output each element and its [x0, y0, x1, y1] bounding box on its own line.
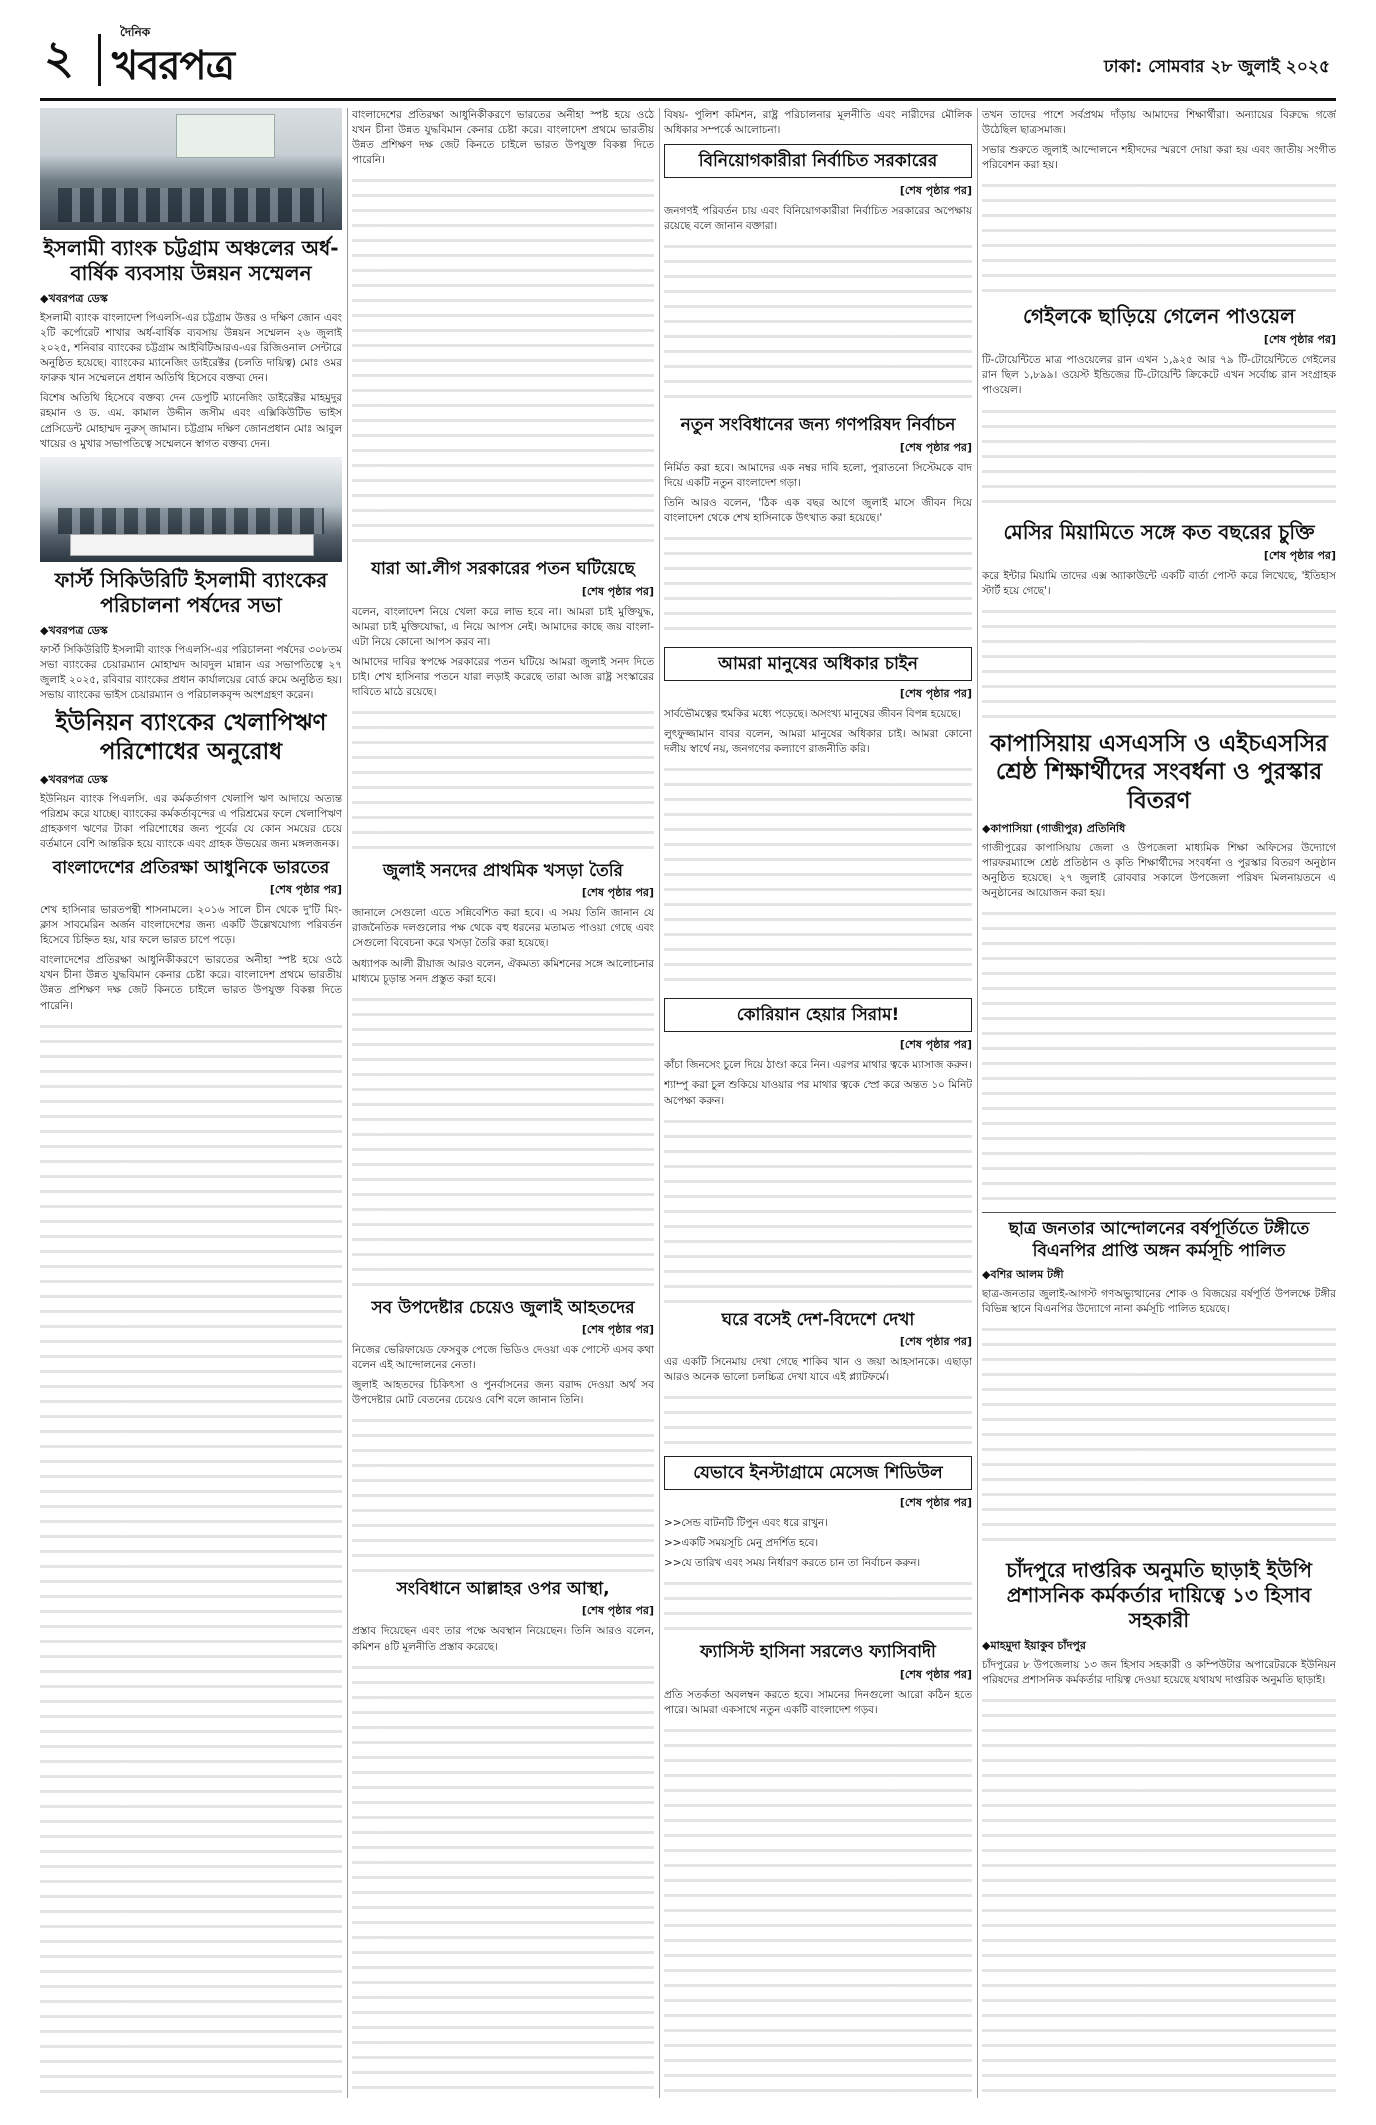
article-paragraph: ইউনিয়ন ব্যাংক পিএলসি. এর কর্মকর্তাগণ খেলাপি ঋণ আদায়ে অত্যন্ত পরিশ্রম করে যাচ্ছে। ব্যাংকের কর্মকর্তাবৃন্দের এ পরিশ্রমের ফলে খেলাপিঋণ গ্রাহকগণ ঋণের টাকা পরিশোধের জন্য পূর্বের যে কোন সময়ের চেয়ে বর্তমানে বেশি আন্তরিক হয়ে ব্যাংকে এবং গ্রাহক উভয়ের জন্য মঙ্গলজনক।	[40, 792, 342, 850]
continuation-note: [শেষ পৃষ্ঠার পর]	[899, 184, 972, 198]
continuation-note: [শেষ পৃষ্ঠার পর]	[269, 883, 342, 897]
byline: ◆ মাহমুদা ইয়াকুব চাঁদপুর	[982, 1637, 1336, 1656]
headline-box	[664, 144, 972, 178]
byline: ◆ কাপাসিয়া (গাজীপুর) প্রতিনিধি	[982, 820, 1336, 839]
headline: বাংলাদেশের প্রতিরক্ষা আধুনিকে ভারতের	[52, 857, 330, 878]
headline: ফার্স্ট সিকিউরিটি ইসলামী ব্যাংকের পরিচালনা পর্ষদের সভা	[54, 567, 328, 617]
column-4	[982, 108, 1336, 2098]
body-text-lines	[982, 1693, 1336, 2098]
body-text-lines	[352, 1660, 654, 2098]
continuation-note: [শেষ পৃষ্ঠার পর]	[1263, 333, 1336, 347]
column-1	[40, 108, 342, 2098]
body-text-lines	[982, 604, 1336, 724]
body-text-lines	[352, 992, 654, 1292]
article-paragraph: করে ইন্টার মিয়ামি তাদের এক্স অ্যাকাউন্টে একটি বার্তা পোস্ট করে লিখেছে, 'ইতিহাস স্টার্ট হয়ে গেছে'।	[982, 569, 1336, 597]
article-paragraph: সভার শুরুতে জুলাই আন্দোলনে শহীদদের স্মরণে দোয়া করা হয় এবং জাতীয় সংগীত পরিবেশন করা হয়।	[982, 144, 1336, 172]
article-paragraph: এর একটি সিনেমায় দেখা গেছে শাকিব খান ও জয়া আহসানকে। এছাড়া আরও অনেক ভালো চলচ্চিত্র দেখা যাবে এই প্ল্যাটফর্মে।	[664, 1355, 972, 1383]
body-text-lines	[352, 173, 654, 553]
article-paragraph: চাঁদপুরের ৮ উপজেলায় ১৩ জন হিসাব সহকারী ও কম্পিউটার অপারেটরকে ইউনিয়ন পরিষদের প্রশাসনিক কর্মকর্তার দায়িত্ব দেওয়া হয়েছে যথাযথ দাপ্তরিক অনুমতি ছাড়াই।	[982, 1658, 1336, 1686]
article-paragraph: বিষয়- পুলিশ কমিশন, রাষ্ট্র পরিচালনার মূলনীতি এবং নারীদের মৌলিক অধিকার সম্পর্কে আলোচনা।	[664, 109, 972, 137]
article-paragraph: প্রতি সতর্কতা অবলম্বন করতে হবে। সামনের দিনগুলো আরো কঠিন হতে পারে। আমরা একসাথে নতুন একটি বাংলাদেশ গড়ব।	[664, 1688, 972, 1716]
article-paragraph: ইসলামী ব্যাংক বাংলাদেশ পিএলসি-এর চট্টগ্রাম উত্তর ও দক্ষিণ জোন এবং ২টি কর্পোরেট শাখার অর্ধ-বার্ষিক ব্যবসায় উন্নয়ন সম্মেলন ২৬ জুলাই ২০২৫, শনিবার ব্যাংকের চট্টগ্রাম আইবিটিআরএ-এর রিজিওনাল সেন্টারে অনুষ্ঠিত হয়েছে। ব্যাংকের ম্যানেজিং ডাইরেক্টর (চলতি দায়িত্ব) মোঃ ওমর ফারুক খান সম্মেলনে প্রধান অতিথি হিসেবে বক্তব্য দেন।	[40, 312, 342, 385]
article-paragraph: >>যে তারিখ এবং সময় নির্ধারণ করতে চান তা নির্বাচন করুন।	[664, 1557, 921, 1570]
article-paragraph: জুলাই আহতদের চিকিৎসা ও পুনর্বাসনের জন্য বরাদ্দ দেওয়া অর্থ সব উপদেষ্টার মোট বেতনের চেয়েও বেশি বলে জানান তিনি।	[352, 1379, 654, 1407]
headline: সব উপদেষ্টার চেয়েও জুলাই আহতদের	[371, 1297, 635, 1318]
column-3	[664, 108, 972, 2098]
article-paragraph: শেখ হাসিনার ভারতপন্থী শাসনামলে। ২০১৬ সালে চীন থেকে দু'টি মিং-ক্লাস সাবমেরিন অর্জন বাংলাদেশের জন্য একটি উল্লেখযোগ্য পরিবর্তন হিসেবে চিহ্নিত হয়, যার ফলে ভারত চাপে পড়ে।	[40, 904, 342, 947]
continuation-note: [শেষ পৃষ্ঠার পর]	[581, 886, 654, 900]
body-text-lines	[664, 1114, 972, 1304]
body-text-lines	[352, 1413, 654, 1573]
article-paragraph: জনগণই পরিবর্তন চায় এবং বিনিয়োগকারীরা নির্বাচিত সরকারের অপেক্ষায় রয়েছে বলে জানান বক্তারা।	[664, 205, 972, 233]
body-text-lines	[664, 531, 972, 641]
section-divider	[982, 1212, 1336, 1213]
article-paragraph: অধ্যাপক আলী রীয়াজ আরও বলেন, ঐকমত্য কমিশনের সঙ্গে আলোচনার মাধ্যমে চূড়ান্ত সনদ প্রস্তুত করা হবে।	[352, 957, 654, 985]
article-paragraph: নিজের ভেরিফায়েড ফেসবুক পেজে ভিডিও দেওয়া এক পোস্টে এসব কথা বলেন এই আন্দোলনের নেতা।	[352, 1343, 654, 1371]
headline: নতুন সংবিধানের জন্য গণপরিষদ নির্বাচন	[680, 415, 956, 436]
dateline: ঢাকা: সোমবার ২৮ জুলাই ২০২৫	[1103, 57, 1330, 77]
column-rule	[659, 108, 660, 2098]
byline: ◆ বশির আলম টঙ্গী	[982, 1266, 1336, 1285]
article-paragraph: বাংলাদেশের প্রতিরক্ষা আধুনিকীকরণে ভারতের অনীহা স্পষ্ট হয়ে ওঠে যখন চীনা উন্নত যুদ্ধবিমান কেনার চেষ্টা করে। বাংলাদেশ প্রথমে ভারতীয় উন্নত প্রশিক্ষণ দক্ষ জেট কিনতে চাইলে ভারত উপযুক্ত বিকল্প দিতে পারেনি।	[352, 109, 654, 167]
article-paragraph: ফার্স্ট সিকিউরিটি ইসলামী ব্যাংক পিএলসি-এর পরিচালনা পর্ষদের ৩০৮তম সভা ব্যাংকের চেয়ারম্যান মোহাম্মদ আবদুল মান্নান এর সভাপতিত্বে ২৭ জুলাই ২০২৫, রবিবার ব্যাংকের প্রধান কার্যালয়ের বোর্ড রুমে অনুষ্ঠিত হয়। সভায় ব্যাংকের ভাইস চেয়ারম্যান ও পরিচালকবৃন্দ অংশগ্রহণ করেন।	[40, 643, 342, 701]
continuation-note: [শেষ পৃষ্ঠার পর]	[581, 1322, 654, 1336]
article-paragraph: সার্বভৌমত্বের হুমকির মধ্যে পড়েছে। অসংখ্য মানুষের জীবন বিপন্ন হয়েছে।	[664, 708, 961, 721]
logo-small-text: দৈনিক	[120, 25, 151, 39]
photo-attendees	[58, 508, 324, 534]
board-meeting-photo	[40, 457, 342, 562]
byline: ◆ খবরপত্র ডেস্ক	[40, 290, 342, 309]
headline: ফ্যাসিস্ট হাসিনা সরলেও ফ্যাসিবাদী	[700, 1642, 936, 1663]
continuation-note: [শেষ পৃষ্ঠার পর]	[581, 584, 654, 598]
body-text-lines	[664, 1390, 972, 1450]
article-paragraph: গাজীপুরের কাপাসিয়ায় জেলা ও উপজেলা মাধ্যমিক শিক্ষা অফিসের উদ্যোগে পারফরম্যান্সে শ্রেষ্ঠ প্রতিষ্ঠান ও কৃতি শিক্ষার্থীদের সংবর্ধনা ও পুরস্কার বিতরণ অনুষ্ঠান অনুষ্ঠিত হয়েছে। ২৭ জুলাই রোববার সকালে উপজেলা পরিষদ মিলনায়তনে এ অনুষ্ঠানের আয়োজন করা হয়।	[982, 841, 1336, 900]
article-paragraph: কাঁচা জিনসেং চুলে দিয়ে ঠাণ্ডা করে নিন। এরপর মাথার ত্বকে ম্যাসাজ করুন।	[664, 1059, 972, 1072]
column-rule	[347, 108, 348, 2098]
body-text-lines	[664, 1723, 972, 2098]
headline: ঘরে বসেই দেশ-বিদেশে দেখা	[721, 1309, 915, 1330]
continuation-note: [শেষ পৃষ্ঠার পর]	[1263, 548, 1336, 562]
headline: বিনিয়োগকারীরা নির্বাচিত সরকারের	[698, 151, 938, 172]
masthead-divider	[98, 34, 101, 86]
headline: ইসলামী ব্যাংক চট্টগ্রাম অঞ্চলের অর্ধ-বার্ষিক ব্যবসায় উন্নয়ন সম্মেলন	[43, 236, 339, 285]
headline: কাপাসিয়ায় এসএসসি ও এইচএসসির শ্রেষ্ঠ শিক্ষার্থীদের সংবর্ধনা ও পুরস্কার বিতরণ	[990, 730, 1328, 815]
article-paragraph: লুৎফুজ্জামান বাবর বলেন, আমরা মানুষের অধিকার চাই। আমরা কোনো দলীয় স্বার্থে নয়, জনগণের কল্যাণে রাজনীতি করি।	[664, 728, 972, 756]
page-number: ২	[44, 30, 74, 84]
headline: জুলাই সনদের প্রাথমিক খসড়া তৈরি	[383, 861, 623, 882]
body-text-lines	[982, 1322, 1336, 1552]
body-text-lines	[982, 178, 1336, 298]
continuation-note: [শেষ পৃষ্ঠার পর]	[581, 1604, 654, 1618]
column-2	[352, 108, 654, 2098]
article-paragraph: তখন তাদের পাশে সর্বপ্রথম দাঁড়ায় আমাদের শিক্ষার্থীরা। অন্যায়ের বিরুদ্ধে গর্জে উঠেছিল ছাত্রসমাজ।	[982, 109, 1336, 137]
headline: আমরা মানুষের অধিকার চাইন	[718, 653, 918, 674]
masthead	[40, 24, 1336, 101]
headline: যারা আ.লীগ সরকারের পতন ঘটিয়েছে	[371, 559, 635, 580]
body-text-lines	[352, 705, 654, 855]
headline: গেইলকে ছাড়িয়ে গেলেন পাওয়েল	[1022, 304, 1296, 329]
byline: ◆ খবরপত্র ডেস্ক	[40, 771, 342, 790]
body-text-lines	[40, 1019, 342, 2098]
article-paragraph: তিনি আরও বলেন, 'ঠিক এক বছর আগে জুলাই মাসে জীবন দিয়ে বাংলাদেশ থেকে শেখ হাসিনাকে উৎখাত করা হয়েছে।'	[664, 496, 972, 524]
article-paragraph: বলেন, বাংলাদেশ নিয়ে খেলা করে লাভ হবে না। আমরা চাই মুক্তিযুদ্ধ, আমরা চাই মুক্তিযোদ্ধা, এ নিয়ে আপস নেই। আমাদের কাছে জয় বাংলা- এটা নিয়ে কোনো আপস করব না।	[352, 605, 654, 648]
continuation-note: [শেষ পৃষ্ঠার পর]	[899, 1496, 972, 1510]
logo-name: খবরপত্র	[112, 42, 235, 89]
headline-box	[664, 1456, 972, 1490]
continuation-note: [শেষ পৃষ্ঠার পর]	[899, 1334, 972, 1348]
body-text-lines	[664, 1576, 972, 1636]
body-text-lines	[982, 906, 1336, 1206]
article-paragraph: বিশেষ অতিথি হিসেবে বক্তব্য দেন ডেপুটি ম্যানেজিং ডাইরেক্টর মাহমুদুর রহমান ও ড. এম. কামাল উদ্দীন জসীম এবং এক্সিকিউটিভ ভাইস প্রেসিডেন্ট মোহাম্মদ নুরুস্ জামান। চট্টগ্রাম দক্ষিণ জোনপ্রধান মোঃ আবুল খায়ের ও মুখার সভাপতিত্বে সম্মেলনে স্বাগত বক্তব্য দেন।	[40, 392, 342, 450]
headline: যেভাবে ইনস্টাগ্রামে মেসেজ শিডিউল	[693, 1463, 943, 1484]
article-paragraph: ছাত্র-জনতার জুলাই-আগস্ট গণঅভ্যুত্থানের শোক ও বিজয়ের বর্ষপূর্তি উপলক্ষে টঙ্গীর বিভিন্ন স্থানে বিএনপির উদ্যোগে নানা কর্মসূচি পালিত হয়েছে।	[982, 1287, 1336, 1315]
body-text-lines	[664, 239, 972, 409]
body-text-lines	[664, 762, 972, 992]
article-paragraph: আমাদের দাবির স্বপক্ষে সরকারের পতন ঘটিয়ে আমরা জুলাই সনদ দিতে চাই। শেখ হাসিনার পতনে যারা লড়াই করেছে তারা আজ রাষ্ট্র সংস্কারের দাবিতে মাঠে রয়েছে।	[352, 655, 654, 698]
article-paragraph: নির্মিত করা হবে। আমাদের এক নম্বর দাবি হলো, পুরাতনো সিস্টেমকে বাদ দিয়ে একটি নতুন বাংলাদেশ গড়া।	[664, 461, 972, 489]
article-paragraph: শ্যাম্পু করা চুল শুকিয়ে যাওয়ার পর মাথার ত্বকে স্প্রে করে অন্তত ১০ মিনিট অপেক্ষা করুন।	[664, 1079, 972, 1107]
headline: ইউনিয়ন ব্যাংকের খেলাপিঋণ পরিশোধের অনুরোধ	[55, 710, 327, 765]
newspaper-logo	[112, 24, 252, 88]
article-paragraph: প্রস্তাব দিয়েছেন এবং তার পক্ষে অবস্থান নিয়েছেন। তিনি আরও বলেন, কমিশন ৪টি মূলনীতি প্রস্তাব করেছে।	[352, 1625, 654, 1653]
article-paragraph: >>সেন্ড বাটনটি টিপুন এবং ধরে রাখুন।	[664, 1517, 828, 1530]
conference-photo	[40, 108, 342, 230]
photo-banner	[176, 114, 275, 158]
headline: মেসির মিয়ামিতে সঙ্গে কত বছরের চুক্তি	[1003, 519, 1315, 544]
headline: কোরিয়ান হেয়ার সিরাম!	[736, 1005, 900, 1026]
continuation-note: [শেষ পৃষ্ঠার পর]	[899, 687, 972, 701]
article-paragraph: জানালে সেগুলো এতে সন্নিবেশিত করা হবে। এ সময় তিনি জানান যে রাজনৈতিক দলগুলোর পক্ষ থেকে বহু ধরনের মতামত পাওয়া গেছে এবং সেগুলো বিবেচনা করে খসড়া তৈরি করা হয়েছে।	[352, 907, 654, 950]
headline-box	[664, 647, 972, 681]
photo-audience	[58, 188, 324, 222]
headline: ছাত্র জনতার আন্দোলনের বর্ষপূর্তিতে টঙ্গীতে বিএনপির প্রাপ্তি অঙ্গন কর্মসূচি পালিত	[1008, 1219, 1310, 1261]
headline: সংবিধানে আল্লাহর ওপর আস্থা,	[396, 1579, 610, 1600]
headline: চাঁদপুরে দাপ্তরিক অনুমতি ছাড়াই ইউপি প্রশাসনিক কর্মকর্তার দায়িত্বে ১৩ হিসাব সহকারী	[1006, 1557, 1312, 1632]
photo-table	[70, 534, 314, 556]
continuation-note: [শেষ পৃষ্ঠার পর]	[899, 1667, 972, 1681]
body-text-lines	[982, 404, 1336, 514]
continuation-note: [শেষ পৃষ্ঠার পর]	[899, 440, 972, 454]
column-rule	[977, 108, 978, 2098]
article-paragraph: বাংলাদেশের প্রতিরক্ষা আধুনিকীকরণে ভারতের অনীহা স্পষ্ট হয়ে ওঠে যখন চীনা উন্নত যুদ্ধবিমান কেনার চেষ্টা করে। বাংলাদেশ প্রথমে ভারতীয় উন্নত প্রশিক্ষণ দক্ষ জেট কিনতে চাইলে ভারত উপযুক্ত বিকল্প দিতে পারেনি।	[40, 954, 342, 1012]
article-paragraph: >>একটি সময়সূচি মেনু প্রদর্শিত হবে।	[664, 1537, 819, 1550]
headline-box	[664, 998, 972, 1032]
byline: ◆ খবরপত্র ডেস্ক	[40, 622, 342, 641]
article-paragraph: টি-টোয়েন্টিতে মাত্র পাওয়েলের রান এখন ১,৯২৫ আর ৭৯ টি-টোয়েন্টিতে গেইলের রান ছিল ১,৮৯৯। ওয়েস্ট ইন্ডিজের টি-টোয়েন্টি ক্রিকেটে এখন সর্বোচ্চ রান সংগ্রাহক পাওয়েল।	[982, 354, 1336, 397]
continuation-note: [শেষ পৃষ্ঠার পর]	[899, 1038, 972, 1052]
